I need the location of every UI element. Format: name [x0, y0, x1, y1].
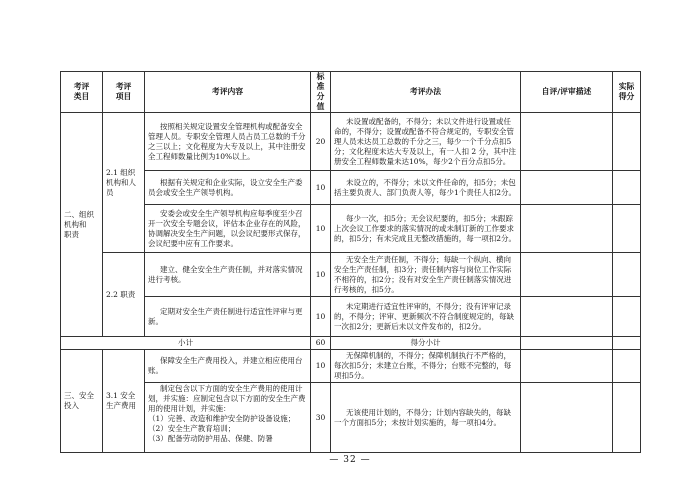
- table-row: [61, 171, 641, 205]
- subtotal-label: 小计: [61, 337, 311, 350]
- content-cell: 安委会或安全生产领导机构应每季度至少召开一次安全专题会议，评估本企业存在的风险，协调解决安全生产问题，以会议纪要形式保存，会议纪要中应有工作要求。: [145, 205, 311, 253]
- method-cell: 未设置或配备的，不得分；未以文件进行设置或任命的，不得分；设置或配备不符合规定的，专职安全管理人员未达员工总数的千分之三，每少一个千分点扣5分；文化程度未达大专及以上，有一人扣 2 分，其中注册安全工程师数量未达10%，每少2个百分点扣5分。: [331, 113, 521, 171]
- item-cell: 2.1 组织 机构和人 员: [103, 113, 145, 253]
- header-self-review: 自评/评审描述: [521, 72, 613, 113]
- self-review-cell[interactable]: [521, 350, 613, 383]
- score-cell: 10: [311, 171, 331, 205]
- header-item: 考评 项目: [103, 72, 145, 113]
- actual-score-cell[interactable]: [613, 171, 641, 205]
- header-score: 标准 分值: [311, 72, 331, 113]
- table-row: [61, 297, 641, 337]
- item-cell: 3.1 安全 生产费用: [103, 350, 145, 453]
- subtotal-row: [61, 337, 641, 350]
- content-cell: 建立、健全安全生产责任制，并对落实情况进行考核。: [145, 253, 311, 297]
- subtotal-method: 得分小计: [331, 337, 521, 350]
- actual-score-cell[interactable]: [613, 205, 641, 253]
- self-review-cell[interactable]: [521, 337, 613, 350]
- score-cell: 10: [311, 350, 331, 383]
- self-review-cell[interactable]: [521, 205, 613, 253]
- actual-score-cell[interactable]: [613, 350, 641, 383]
- content-cell: 定期对安全生产责任制进行适宜性评审与更新。: [145, 297, 311, 337]
- table-row: [61, 253, 641, 297]
- header-method: 考评办法: [331, 72, 521, 113]
- method-cell: 无保障机制的，不得分；保障机制执行不严格的，每次扣5分；未建立台账，不得分；台账不完整的，每项扣5分。: [331, 350, 521, 383]
- header-actual-score: 实际 得分: [613, 72, 641, 113]
- category-cell: 二、组织 机构和 职责: [61, 113, 103, 337]
- table-row: [61, 350, 641, 383]
- category-cell: 三、安全 投入: [61, 350, 103, 453]
- content-cell: 保障安全生产费用投入，并建立相应使用台账。: [145, 350, 311, 383]
- method-cell: 每少一次，扣5分；无会议纪要的，扣5分；未跟踪上次会议工作要求的落实情况的或未制订新的工作要求的，扣5分；有未完成且无整改措施的，每一项扣2分。: [331, 205, 521, 253]
- page-number: — 32 —: [329, 455, 371, 465]
- score-cell: 10: [311, 297, 331, 337]
- self-review-cell[interactable]: [521, 253, 613, 297]
- self-review-cell[interactable]: [521, 383, 613, 453]
- score-cell: 30: [311, 383, 331, 453]
- content-cell: 按照相关规定设置安全管理机构或配备安全管理人员。专职安全管理人员占员工总数的千分之三以上；文化程度为大专及以上，其中注册安全工程师数量比例为10%以上。: [145, 113, 311, 171]
- method-cell: 无安全生产责任制，不得分；每缺一个纵向、横向安全生产责任制，扣3分；责任制内容与岗位工作实际不相符的，扣2分；没有对安全生产责任制落实情况进行考核的，扣5分。: [331, 253, 521, 297]
- self-review-cell[interactable]: [521, 113, 613, 171]
- table-row: [61, 383, 641, 453]
- actual-score-cell[interactable]: [613, 297, 641, 337]
- actual-score-cell[interactable]: [613, 253, 641, 297]
- content-cell: 根据有关规定和企业实际，设立安全生产委员会或安全生产领导机构。: [145, 171, 311, 205]
- score-cell: 20: [311, 113, 331, 171]
- method-cell: 未设立的，不得分；未以文件任命的，扣5分；未包括主要负责人、部门负责人等，每少1个责任人扣2分。: [331, 171, 521, 205]
- table-row: [61, 205, 641, 253]
- item-cell: 2.2 职责: [103, 253, 145, 337]
- content-cell: 制定包含以下方面的安全生产费用的使用计划，并实施：应制定包含以下方面的安全生产费用的使用计划，并实施： （1）完善、改造和维护安全防护设备设施； （2）安全生产教育培训； （3）配备劳动防护用品、保健、防暑: [145, 383, 311, 453]
- self-review-cell[interactable]: [521, 297, 613, 337]
- table-header-row: [61, 72, 641, 113]
- method-cell: 无该使用计划的，不得分；计划内容缺失的，每缺一个方面扣5分；未按计划实施的，每一项扣4分。: [331, 383, 521, 453]
- evaluation-table: [60, 71, 641, 453]
- self-review-cell[interactable]: [521, 171, 613, 205]
- actual-score-cell[interactable]: [613, 337, 641, 350]
- header-content: 考评内容: [145, 72, 311, 113]
- method-cell: 未定期进行适宜性评审的，不得分；没有评审记录的，不得分；评审、更新频次不符合制度规定的，每缺一次扣2分；更新后未以文件发布的，扣2分。: [331, 297, 521, 337]
- score-cell: 10: [311, 205, 331, 253]
- subtotal-score: 60: [311, 337, 331, 350]
- actual-score-cell[interactable]: [613, 113, 641, 171]
- header-category: 考评 类目: [61, 72, 103, 113]
- table-row: [61, 113, 641, 171]
- score-cell: 10: [311, 253, 331, 297]
- actual-score-cell[interactable]: [613, 383, 641, 453]
